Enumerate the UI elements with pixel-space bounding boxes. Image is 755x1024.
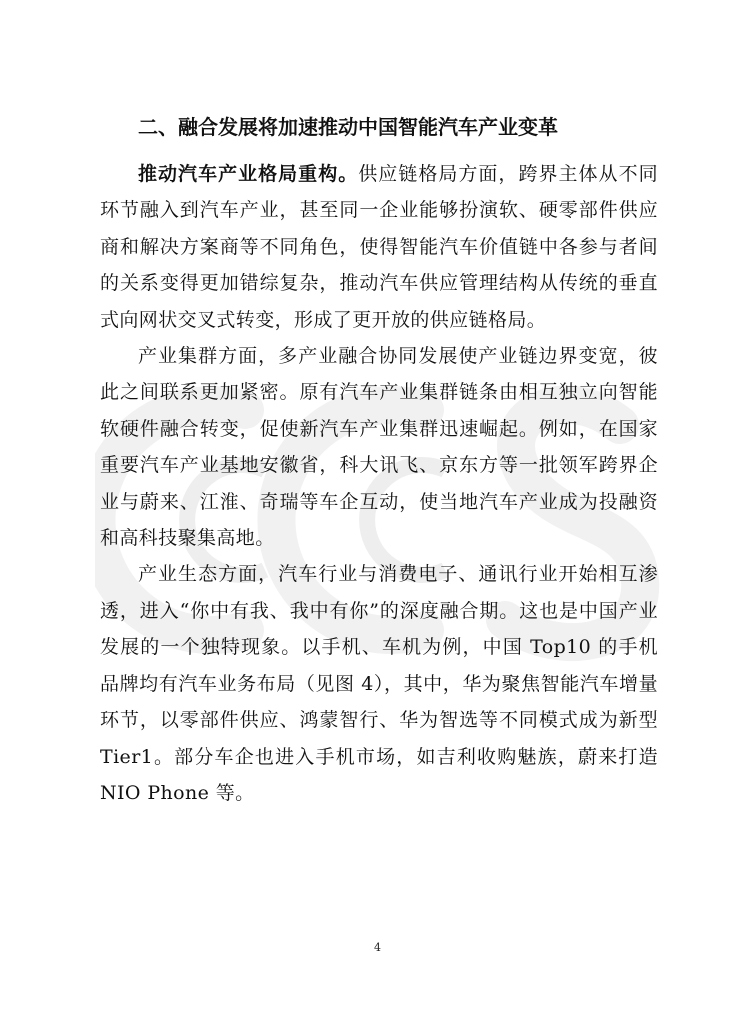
paragraph-supply-chain — [100, 156, 658, 338]
page-number: 4 — [374, 941, 381, 954]
paragraph-lead: 推动汽车产业格局重构。 — [138, 163, 359, 185]
paragraph-industry-cluster: 产业集群方面，多产业融合协同发展使产业链边界变宽，彼此之间联系更加紧密。原有汽车产业集群链条由相互独立向智能软硬件融合转变，促使新汽车产业集群迅速崛起。例如，在国家重要汽车产业基地安徽省，科大讯飞、京东方等一批领军跨界企业与蔚来、江淮、奇瑞等车企互动，使当地汽车产业成为投融资和高科技聚集高地。 — [100, 345, 658, 550]
document-body — [100, 112, 658, 811]
section-title: 二、融合发展将加速推动中国智能汽车产业变革 — [138, 115, 558, 139]
paragraph-industry-ecosystem: 产业生态方面，汽车行业与消费电子、通讯行业开始相互渗透，进入“你中有我、我中有你”的深度融合期。这也是中国产业发展的一个独特现象。以手机、车机为例，中国 Top10 的手机品牌均有汽车业务布局（见图 4），其中，华为聚焦智能汽车增量环节，以零部件供应、鸿蒙智行、华为智选等不同模式成为新型 Tier1。部分车企也进入手机市场，如吉利收购魅族，蔚来打造 NIO Phone 等。 — [100, 563, 658, 804]
paragraph-text: 供应链格局方面，跨界主体从不同环节融入到汽车产业，甚至同一企业能够扮演软、硬零部件供应商和解决方案商等不同角色，使得智能汽车价值链中各参与者间的关系变得更加错综复杂，推动汽车供应管理结构从传统的垂直式向网状交叉式转变，形成了更开放的供应链格局。 — [100, 163, 658, 331]
